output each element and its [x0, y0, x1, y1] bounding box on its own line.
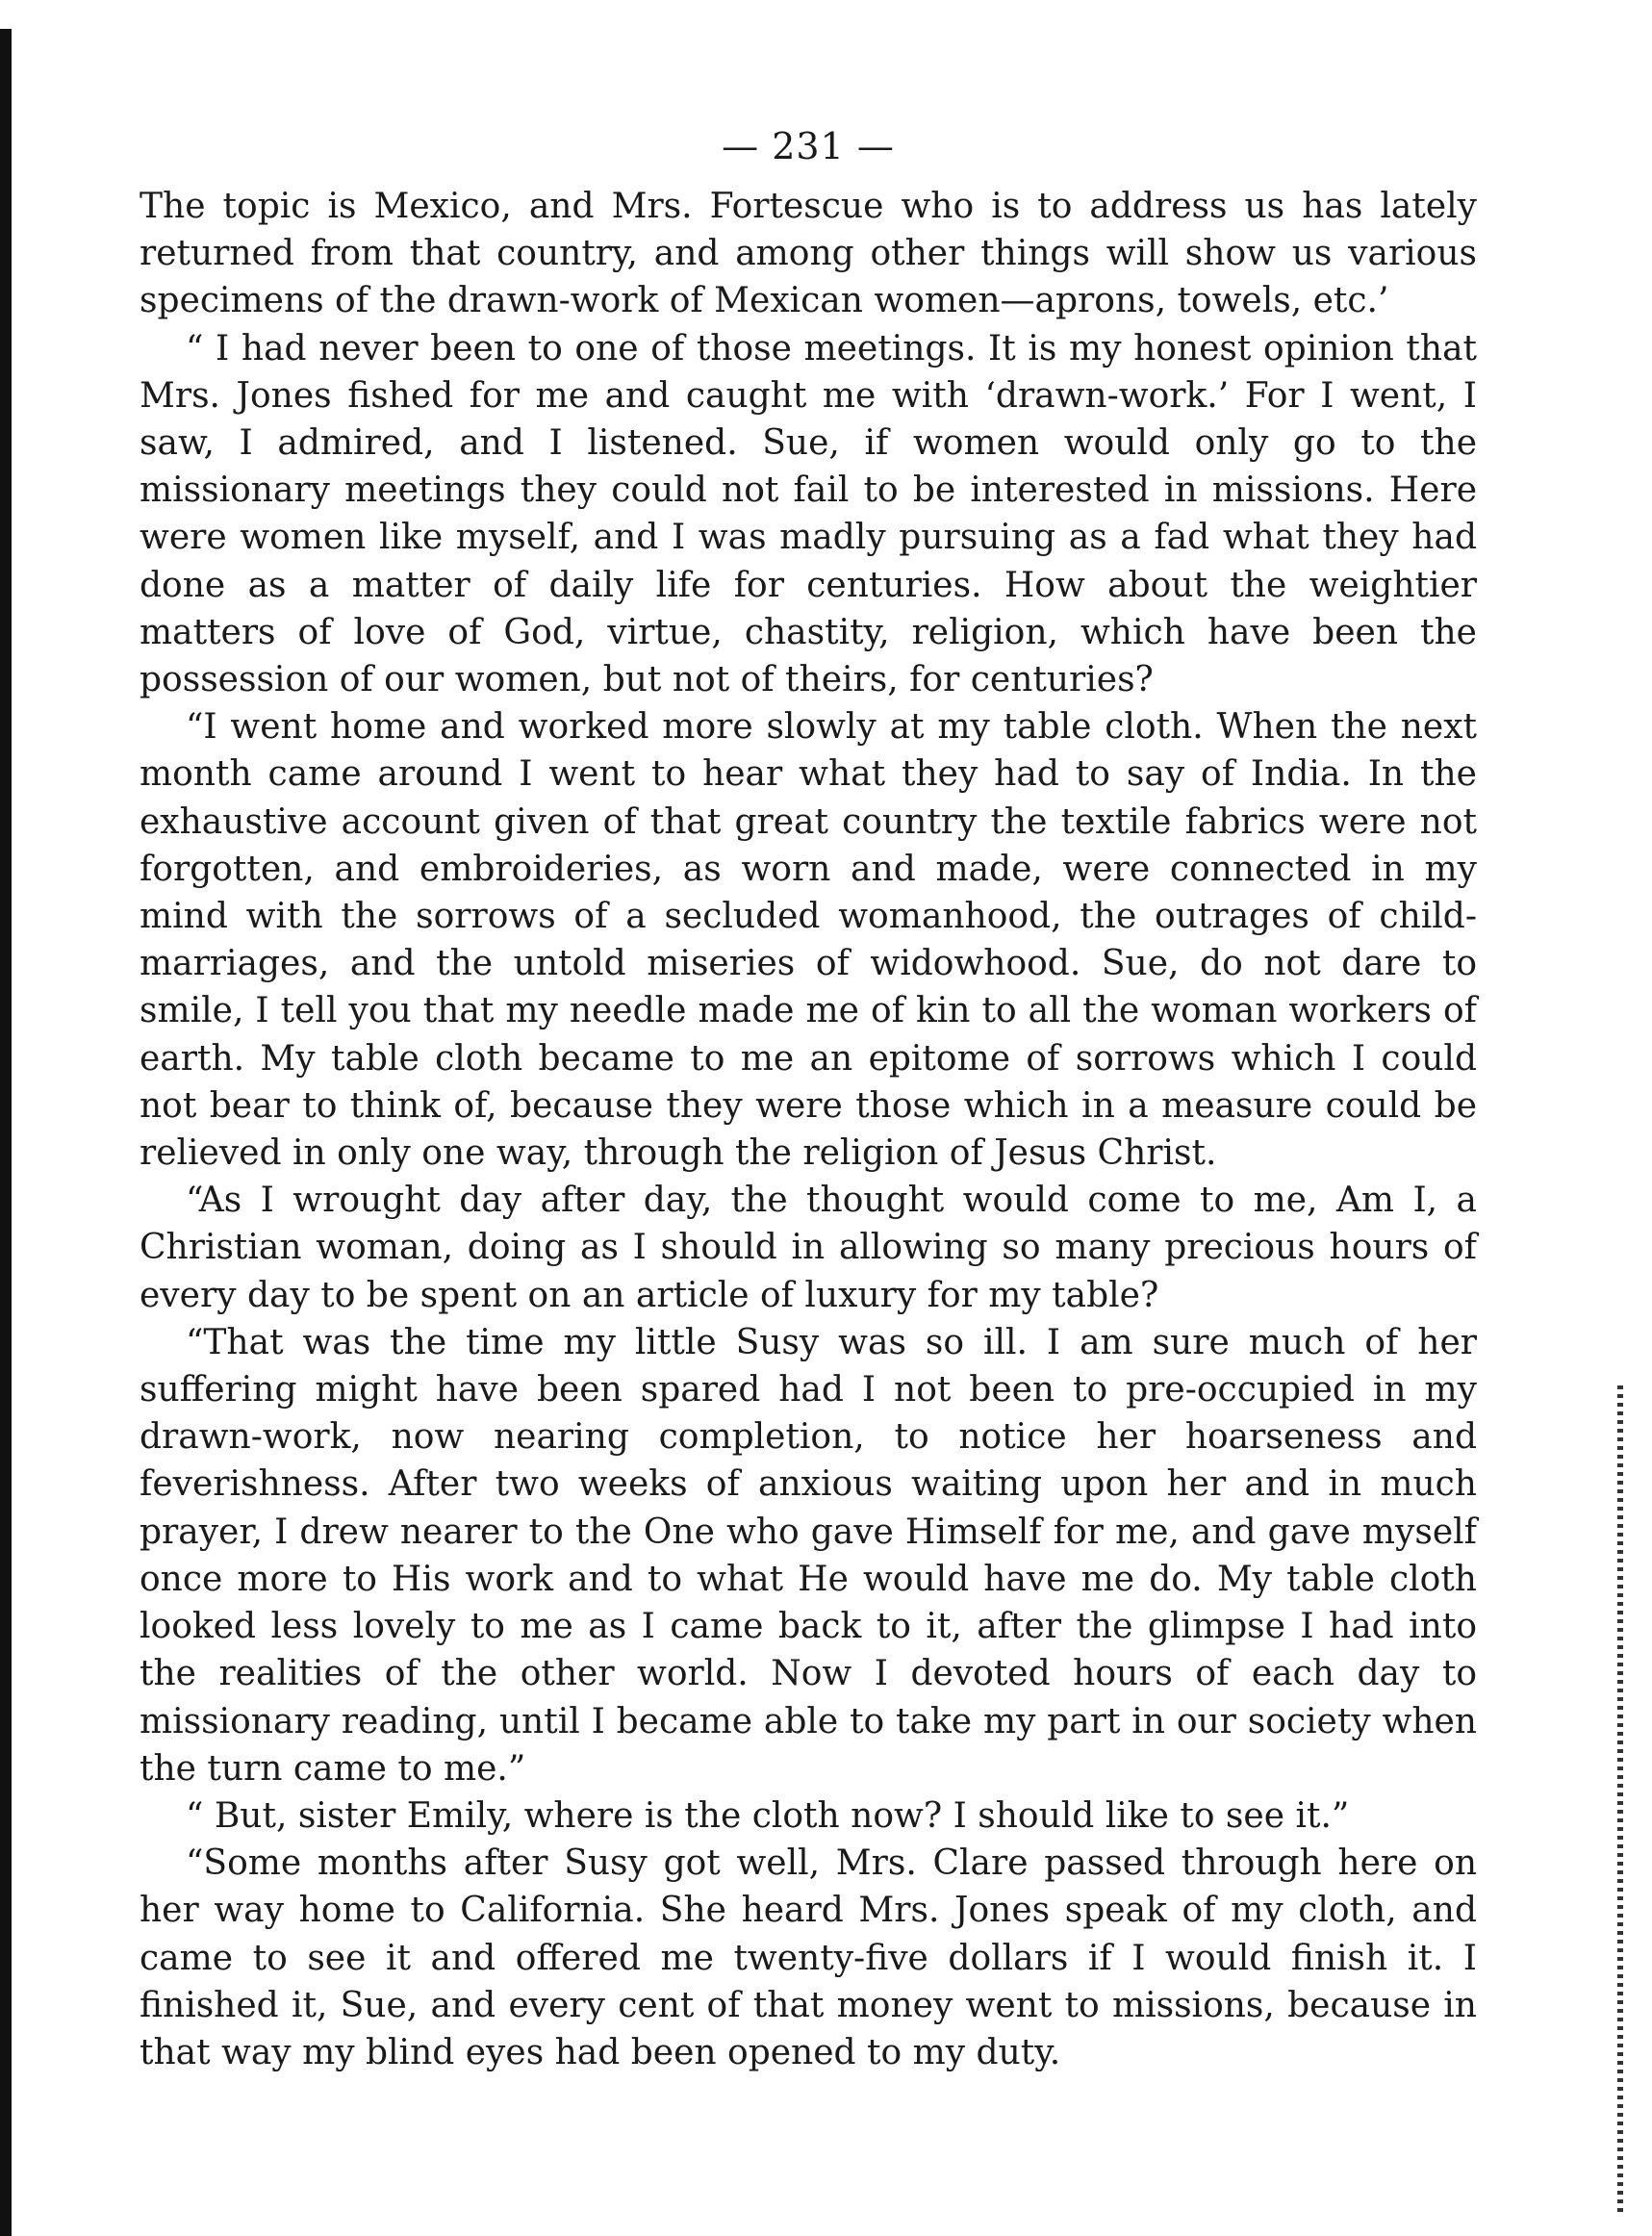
scan-left-edge: [0, 29, 12, 2236]
scan-right-edge-marks: [1617, 1385, 1623, 2213]
paragraph-6: “ But, sister Emily, where is the cloth now? I should like to see it.”: [186, 1795, 1350, 1836]
paragraph-5: “That was the time my little Susy was so ill. I am sure much of her suffering might have been spared had I not been to pre-occupied in my drawn-work, now nearing completion, to notice her hoarseness and feverishness. After two weeks of anxious waiting upon her and in much prayer, I drew nearer to the One who gave Himself for me, and gave myself once more to His work and to what He would have me do. My table cloth looked less lovely to me as I came back to it, after the glimpse I had into the realities of the other world. Now I devoted hours of each day to missionary reading, until I became able to take my part in our society when the turn came to me.”: [140, 1322, 1477, 1789]
paragraph-1: The topic is Mexico, and Mrs. Fortescue who is to address us has lately returned from that country, and among other things will show us various specimens of the drawn-work of Mexican women—aprons, towels, etc.’: [140, 187, 1477, 321]
page-body: [140, 125, 1477, 2076]
paragraph-3: “I went home and worked more slowly at my table cloth. When the next month came around I went to hear what they had to say of India. In the exhaustive account given of that great country the textile fabrics were not forgotten, and embroideries, as worn and made, were connected in my mind with the sorrows of a secluded womanhood, the outrages of child-marriages, and the untold miseries of widowhood. Sue, do not dare to smile, I tell you that my needle made me of kin to all the woman workers of earth. My table cloth became to me an epitome of sorrows which I could not bear to think of, because they were those which in a measure could be relieved in only one way, through the religion of Jesus Christ.: [140, 707, 1477, 1174]
paragraph-7: “Some months after Susy got well, Mrs. Clare passed through here on her way home to California. She heard Mrs. Jones speak of my cloth, and came to see it and offered me twenty-five dollars if I would finish it. I finished it, Sue, and every cent of that money went to missions, because in that way my blind eyes had been opened to my duty.: [140, 1843, 1477, 2072]
paragraph-4: “As I wrought day after day, the thought would come to me, Am I, a Christian woman, doing as I should in allowing so many precious hours of every day to be spent on an article of luxury for my table?: [140, 1181, 1477, 1315]
paragraph-2: “ I had never been to one of those meetings. It is my honest opinion that Mrs. Jones fished for me and caught me with ‘drawn-work.’ For I went, I saw, I admired, and I listened. Sue, if women would only go to the missionary meetings they could not fail to be interested in missions. Here were women like myself, and I was madly pursuing as a fad what they had done as a matter of daily life for centuries. How about the weightier matters of love of God, virtue, chastity, religion, which have been the possession of our women, but not of theirs, for centuries?: [140, 328, 1477, 700]
page-number: — 231 —: [722, 125, 895, 167]
